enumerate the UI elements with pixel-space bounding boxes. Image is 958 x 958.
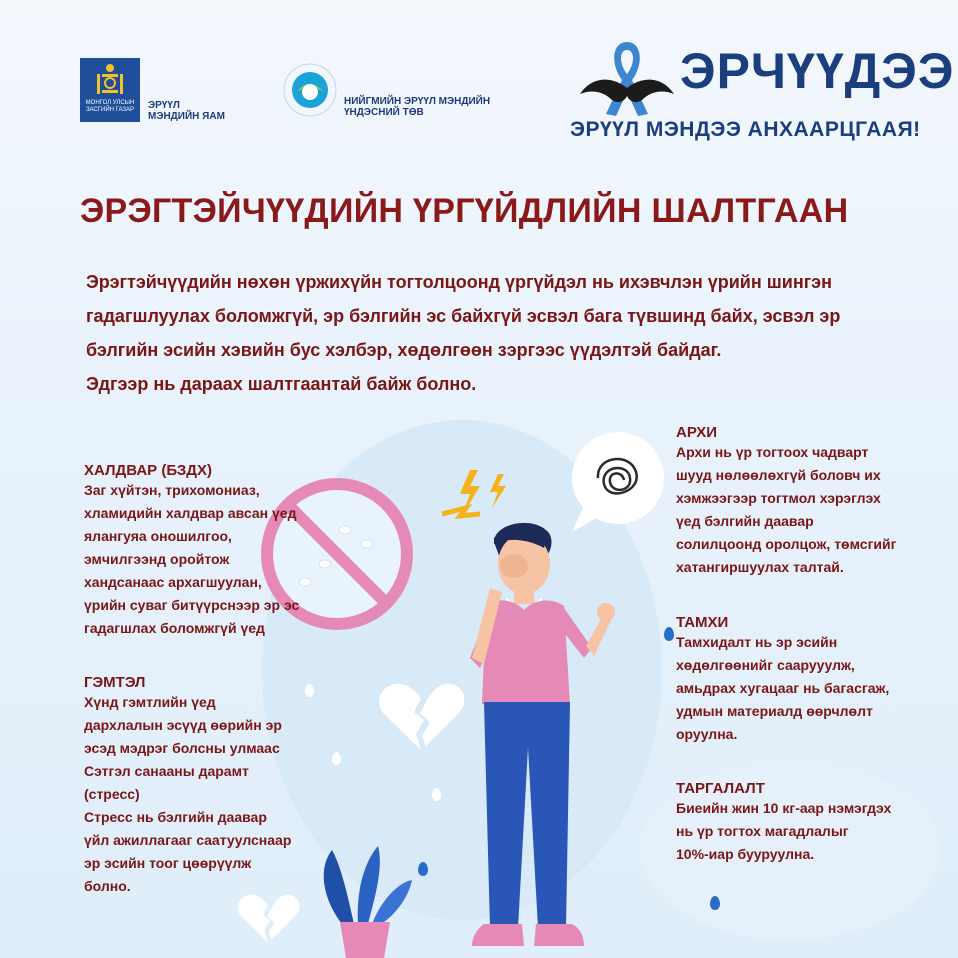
water-drop-icon (664, 627, 674, 641)
water-drop-icon (710, 896, 720, 910)
campaign-slogan: ЭРҮҮЛ МЭНДЭЭ АНХААРЦГААЯ! (570, 118, 921, 141)
public-health-center-logo (282, 62, 338, 118)
blue-ribbon-mustache-icon (572, 36, 682, 120)
page-title: ЭРЭГТЭЙЧҮҮДИЙН ҮРГҮЙДЛИЙН ШАЛТГААН (80, 192, 849, 230)
water-drop-icon (305, 684, 314, 697)
section-obesity (676, 780, 926, 866)
section-body: Заг хүйтэн, трихомониаз, хламидийн халдвар авсан үед ялангуяа оношилгоо, эмчилгээнд оройтож хандсанаас архагшуулан, үрийн суваг битүүрснээр эр эс гадагшлах боломжгүй үед (84, 482, 300, 636)
section-heading: АРХИ (676, 424, 718, 441)
section-body: Тамхидалт нь эр эсийн хөдөлгөөнийг саарууулж, амьдрах хугацааг нь багасгаж, удмын материалд өөрчлөлт оруулна. (676, 634, 890, 742)
section-heading: ГЭМТЭЛ (84, 674, 146, 691)
potted-plant-icon (312, 838, 416, 958)
section-body: Биеийн жин 10 кг-аар нэмэгдэх нь үр тогтох магадлалыг 10%-иар бууруулна. (676, 800, 892, 862)
intro-line: Эдгээр нь дараах шалтгаантай байж болно. (86, 374, 477, 394)
section-body: Архи нь үр тогтоох чадварт шууд нөлөөлөхгүй боловч их хэмжээгээр тогтмол хэрэглэх үед бэлгийн даавар солилцоонд оролцож, төмсгийг хатангиршуулах талтай. (676, 444, 897, 575)
campaign-title: ЭРЧҮҮДЭЭ (680, 43, 955, 99)
intro-line: бэлгийн эсийн хэвийн бус хэлбэр, хөдөлгөөн зэргээс үүдэлтэй байдаг. (86, 340, 722, 360)
intro-line: Эрэгтэйчүүдийн нөхөн үржихүйн тогтолцоонд үргүйдэл нь ихэвчлэн үрийн шингэн (86, 272, 832, 292)
section-heading: ТАМХИ (676, 614, 729, 631)
section-smoking (676, 614, 916, 746)
government-logo-caption: МОНГОЛ УЛСЫН ЗАСГИЙН ГАЗАР (85, 100, 135, 113)
section-heading: ХАЛДВАР (БЗДХ) (84, 462, 212, 479)
section-body: Хүнд гэмтлийн үед дархлалын эсүүд өөрийн эр эсэд мэдрэг болсны улмаас Сэтгэл санааны дарамт (стресс) Стресс нь бэлгийн даавар үйл ажиллагааг саатуулснаар эр эсийн тоог цөөрүүлж болно. (84, 694, 292, 894)
water-drop-icon (332, 752, 341, 765)
section-injury (84, 674, 304, 898)
soyombo-emblem-icon (93, 62, 127, 98)
water-drop-icon (418, 862, 428, 876)
ministry-name: ЭРҮҮЛ МЭНДИЙН ЯАМ (148, 100, 225, 122)
section-heading: ТАРГАЛАЛТ (676, 780, 765, 797)
intro-line: гадагшлуулах боломжгүй, эр бэлгийн эс байхгүй эсвэл бага түвшинд байх, эсвэл эр (86, 306, 841, 326)
water-drop-icon (432, 788, 441, 801)
broken-heart-small-icon (236, 892, 300, 944)
section-infection (84, 462, 304, 640)
section-alcohol (676, 424, 916, 579)
broken-heart-icon (378, 680, 464, 752)
intro-paragraph (86, 265, 916, 401)
stressed-man-illustration (466, 518, 626, 958)
public-health-center-name: НИЙГМИЙН ЭРҮҮЛ МЭНДИЙН ҮНДЭСНИЙ ТӨВ (344, 96, 491, 118)
